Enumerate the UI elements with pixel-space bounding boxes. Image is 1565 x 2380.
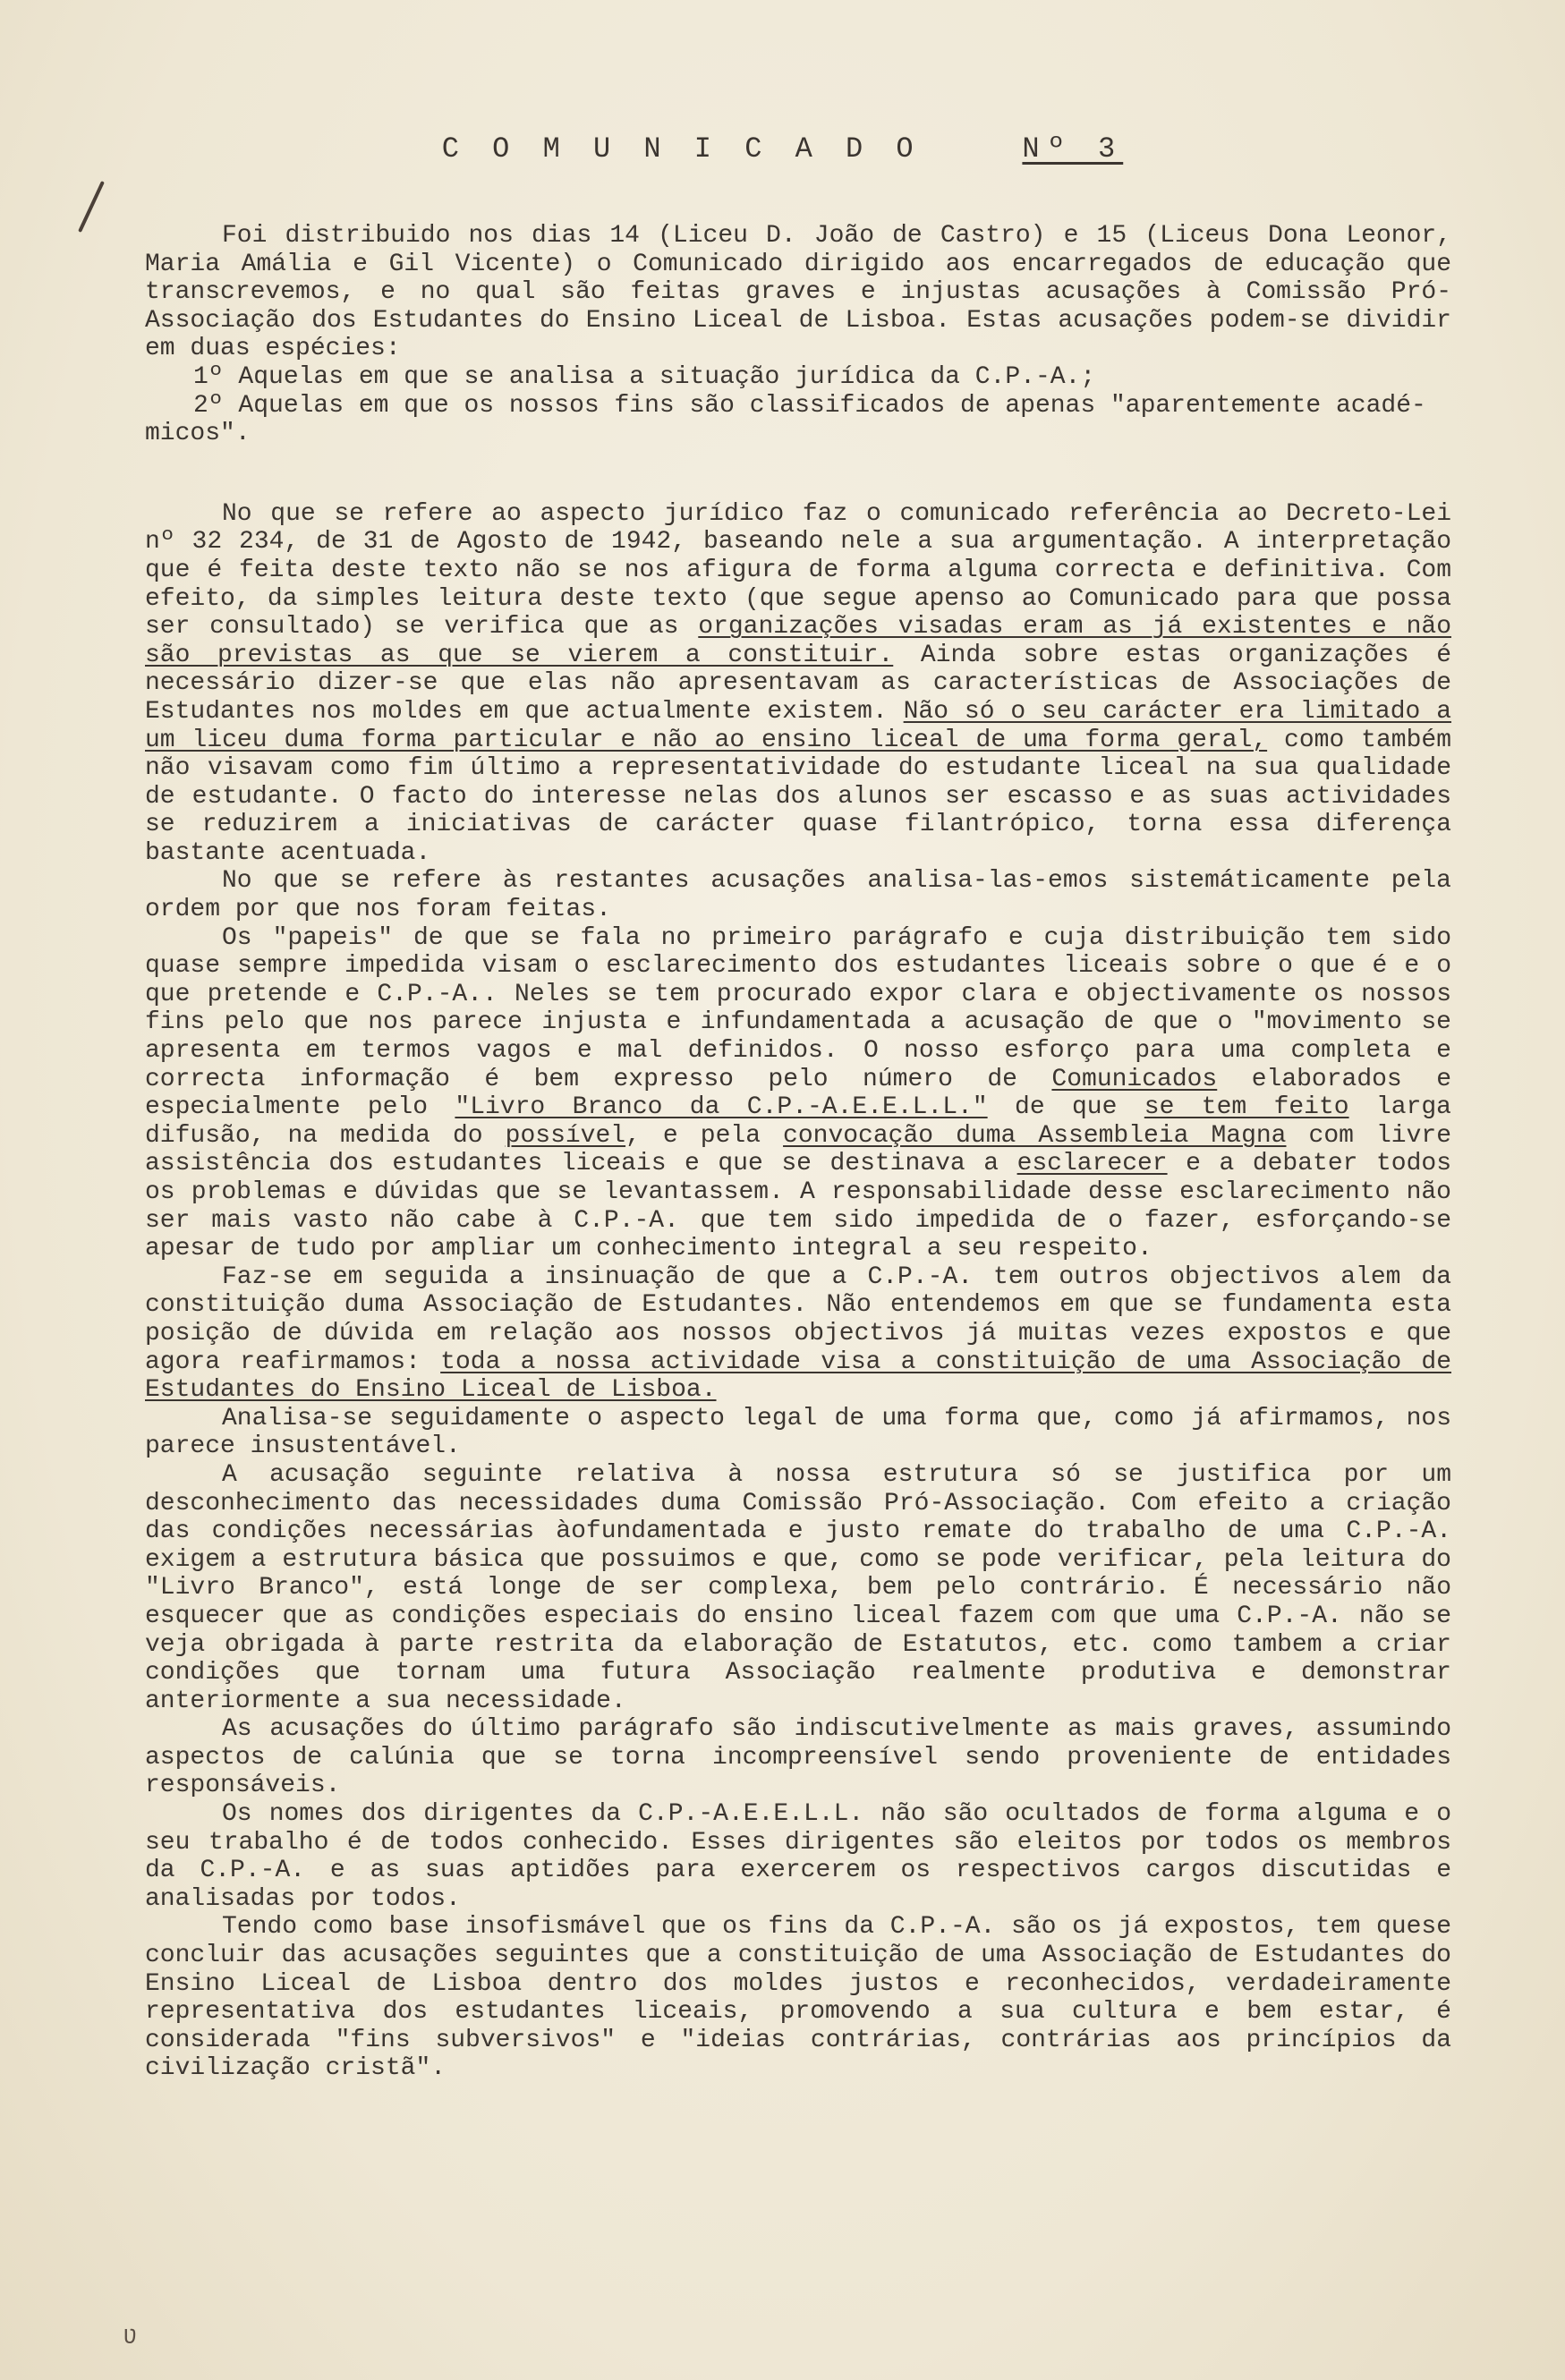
paragraph-objectives [145,1263,1451,1405]
underlined-phrase: se tem feito [1144,1093,1349,1122]
underlined-phrase: "Livro Branco da C.P.-A.E.E.L.L." [455,1093,988,1122]
underlined-phrase: convocação duma Assembleia Magna [783,1121,1287,1150]
text-run: como também não visavam como fim último a representatividade do estudante liceal na sua qualidade de estudante. O facto do interesse nelas dos alunos ser escasso e as suas actividades se reduzirem a iniciativas de carácter quase filantrópico, torna essa diferença bastante acentuada. [145,726,1451,867]
underlined-phrase: possível [505,1121,626,1150]
paragraph-intro: Foi distribuido nos dias 14 (Liceu D. João de Castro) e 15 (Liceus Dona Leonor, Maria Amália e Gil Vicente) o Comunicado dirigido aos encarregados de educação que transcrevemos, e no qual são feitas graves e injustas acusações à Comissão Pró-Associação dos Estudantes do Ensino Liceal de Lisboa. Estas acusações podem-se dividir em duas espécies: [145,222,1451,363]
text-run: de que [987,1093,1144,1122]
text-run: No que se refere ao aspecto jurídico faz o comunicado referência ao Decreto-Lei nº 32 234, de 31 de Agosto de 1942, baseando nele a sua argumentação. A interpretação que é feita deste texto não se nos afigura de forma alguma correcta e definitiva. Com efeito, da simples leitura deste texto (que segue apenso ao Comunicado para que possa ser consultado) se verifica que as [145,499,1451,642]
paragraph-legal: Analisa-se seguidamente o aspecto legal de uma forma que, como já afirmamos, nos parece insustentável. [145,1404,1451,1461]
accusation-types-list [145,362,1451,448]
text-run: Os "papeis" de que se fala no primeiro parágrafo e cuja distribuição tem sido quase sempre impedida visam o esclarecimento dos estudantes liceais sobre o que é e o que pretende e C.P.-A.. Neles se tem procurado expor clara e objectivamente os nossos fins pelo que nos parece injusta e infundamentada a acusação de que o "movimento se apresenta em termos vagos e mal definidos. O nosso esforço para uma completa e correcta informação é bem expresso pelo número de [145,923,1451,1093]
paragraph-conclusion: Tendo como base insofismável que os fins da C.P.-A. são os já expostos, tem quese concluir das acusações seguintes que a constituição de uma Associação de Estudantes do Ensino Liceal de Lisboa dentro dos moldes justos e reconhecidos, verdadeiramente representativa dos estudantes liceais, promovendo a sua cultura e bem estar, é considerada "fins subversivos" e "ideias contrárias, contrárias aos princípios da civilização cristã". [145,1913,1451,2083]
list-item: 1º Aquelas em que se analisa a situação jurídica da C.P.-A.; [193,362,1096,391]
text-run: elaborados e especialmente pelo [145,1065,1452,1122]
text-run: Ainda sobre estas organizações é necessário dizer-se que elas não apresentavam as características de Associações de Estudantes nos moldes em que actualmente existem. [145,641,1451,726]
paragraph-order: No que se refere às restantes acusações analisa-las-emos sistemáticamente pela ordem por que nos foram feitas. [145,867,1451,924]
text-run: com livre assistência dos estudantes liceais e que se destinava a [145,1121,1452,1178]
underlined-phrase: organizações visadas eram as já existentes e não são previstas as que se vierem a constituir. [145,613,1451,669]
list-item: 2º Aquelas em que os nossos fins são classificados de apenas "aparentemente acadé- [193,391,1426,420]
paragraph-structure: A acusação seguinte relativa à nossa estrutura só se justifica por um desconhecimento das necessidades duma Comissão Pró-Associação. Com efeito a criação das condições necessárias àofundamentada e justo remate do trabalho de uma C.P.-A. exigem a estrutura básica que possuimos e que, como se pode verificar, pela leitura do "Livro Branco", está longe de ser complexa, bem pelo contrário. É necessário não esquecer que as condições especiais do ensino liceal fazem com que uma C.P.-A. não se veja obrigada à parte restrita da elaboração de Estatutos, etc. como tambem a criar condições que tornam uma futura Associação realmente produtiva e demonstrar anteriormente a sua necessidade. [145,1460,1451,1715]
corner-ink-mark: Ʋ [123,2326,137,2350]
text-run: , e pela [625,1121,784,1150]
paragraph-juridical [145,500,1451,868]
document-body [145,222,1451,2083]
paragraph-last-accusations: As acusações do último parágrafo são indiscutivelmente as mais graves, assumindo aspectos de calúnia que se torna incompreensível sendo proveniente de entidades responsáveis. [145,1715,1451,1800]
underlined-phrase: esclarecer [1016,1150,1168,1178]
text-run: e a debater todos os problemas e dúvidas que se levantassem. A responsabilidade desse esclarecimento não ser mais vasto não cabe à C.P.-A. que tem sido impedida de o fazer, esforçando-se apesar de tudo por ampliar um conhecimento integral a seu respeito. [145,1150,1452,1263]
title-text: C O M U N I C A D O [441,132,922,166]
paragraph-leaders: Os nomes dos dirigentes da C.P.-A.E.E.L.L. não são ocultados de forma alguma e o seu trabalho é de todos conhecido. Esses dirigentes são eleitos por todos os membros da C.P.-A. e as suas aptidões para exercerem os respectivos cargos discutidas e analisadas por todos. [145,1800,1451,1913]
document-title [0,132,1565,166]
text-run: Faz-se em seguida a insinuação de que a C.P.-A. tem outros objectivos alem da constituição duma Associação de Estudantes. Não entendemos em que se fundamenta esta posição de dúvida em relação aos nossos objectivos já muitas vezes expostos e que agora reafirmamos: [145,1262,1451,1376]
underlined-phrase: Não só o seu carácter era limitado a um liceu duma forma particular e não ao ensino liceal de uma forma geral, [145,697,1452,754]
list-item: micos". [145,420,251,448]
document-number: Nº 3 [1022,132,1124,166]
underlined-phrase: Comunicados [1051,1065,1218,1093]
paragraph-papers [145,924,1451,1263]
text-run: larga difusão, na medida do [145,1093,1451,1150]
underlined-phrase: toda a nossa actividade visa a constituição de uma Associação de Estudantes do Ensino Liceal de Lisboa. [145,1347,1451,1405]
handwritten-tick-mark [78,181,105,233]
